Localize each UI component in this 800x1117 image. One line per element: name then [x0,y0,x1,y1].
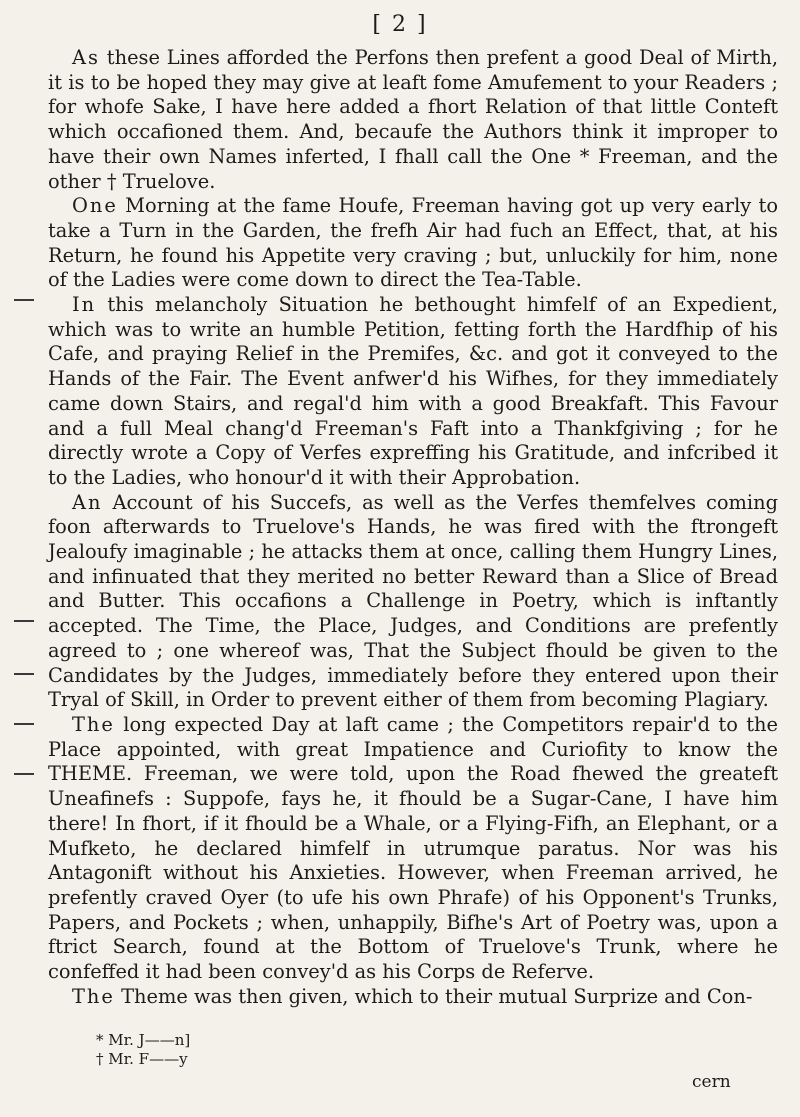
margin-mark [14,620,34,622]
paragraph [48,46,778,194]
catchword: cern [692,1072,731,1092]
paragraph [48,293,778,491]
footnote: * Mr. J——n] [96,1031,191,1049]
paragraph-lead: One [72,194,118,218]
footnote: † Mr. F——y [96,1050,188,1068]
paragraph-text: long expected Day at laft came ; the Competitors repair'd to the Place appointed, with great Impatience and Curiofity to know the THEME. Freeman, we were told, upon the Road fhewed the greateft Uneafinefs : Suppofe, fays he, it fhould be a Sugar-Cane, I have him there! In fhort, if it fhould be a Whale, or a Flying-Fifh, an Elephant, or a Mufketo, he declared himfelf in utrumque paratus. Nor was his Antagonift without his Anxieties. However, when Freeman arrived, he prefently craved Oyer (to ufe his own Phrafe) of his Opponent's Trunks, Papers, and Pockets ; when, unhappily, Bifhe's Art of Poetry was, upon a ftrict Search, found at the Bottom of Truelove's Trunk, where he confeffed it had been convey'd as his Corps de Referve. [48,712,778,984]
paragraph-lead: The [72,984,115,1008]
paragraph [48,194,778,293]
body-text [48,46,778,1009]
paragraph-lead: An [72,490,103,514]
paragraph-text: this melancholy Situation he bethought himfelf of an Expedient, which was to write an humble Petition, fetting forth the Hardfhip of his Cafe, and praying Relief in the Premifes, &c. and got it conveyed to the Hands of the Fair. The Event anfwer'd his Wifhes, for they immediately came down Stairs, and regal'd him with a good Breakfaft. This Favour and a full Meal chang'd Freeman's Faft into a Thankfgiving ; for he directly wrote a Copy of Verfes expreffing his Gratitude, and infcribed it to the Ladies, who honour'd it with their Approbation. [48,293,778,489]
paragraph-lead: In [72,293,97,317]
margin-mark [14,723,34,725]
margin-mark [14,773,34,775]
paragraph-text: these Lines afforded the Perfons then prefent a good Deal of Mirth, it is to be hoped they may give at leaft fome Amufement to your Readers ; for whofe Sake, I have here added a fhort Relation of that little Conteft which occafioned them. And, becaufe the Authors think it improper to have their own Names inferted, I fhall call the One * Freeman, and the other † Truelove. [48,46,778,193]
paragraph-lead: As [72,46,100,69]
footnotes [96,1031,190,1069]
paragraph [48,713,778,985]
margin-mark [14,299,34,301]
page-number: [ 2 ] [372,12,428,37]
paragraph [48,985,778,1010]
margin-mark [14,673,34,675]
paragraph-text: Morning at the fame Houfe, Freeman having got up very early to take a Turn in the Garden, the frefh Air had fuch an Effect, that, at his Return, he found his Appetite very craving ; but, unluckily for him, none of the Ladies were come down to direct the Tea-Table. [48,194,778,292]
paragraph-lead: The [72,712,115,736]
paragraph [48,491,778,713]
paragraph-text: Account of his Succefs, as well as the Verfes themfelves coming foon afterwards to Truelove's Hands, he was fired with the ftrongeft Jealoufy imaginable ; he attacks them at once, calling them Hungry Lines, and infinuated that they merited no better Reward than a Slice of Bread and Butter. This occafions a Challenge in Poetry, which is inftantly accepted. The Time, the Place, Judges, and Conditions are prefently agreed to ; one whereof was, That the Subject fhould be given to the Candidates by the Judges, immediately before they entered upon their Tryal of Skill, in Order to prevent either of them from becoming Plagiary. [48,490,778,712]
paragraph-text: Theme was then given, which to their mutual Surprize and Con- [114,984,753,1008]
